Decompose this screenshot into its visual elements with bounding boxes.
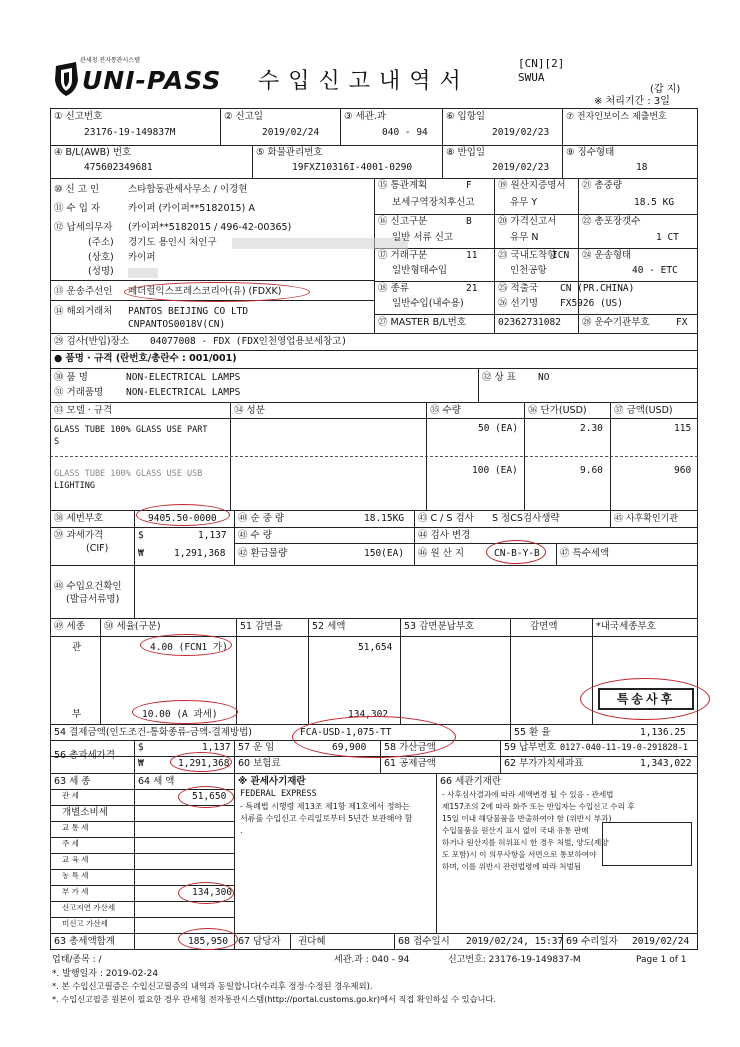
received-label: 68 접수일시 bbox=[398, 936, 450, 947]
origin: CN-B-Y-B bbox=[494, 548, 540, 559]
copy-label: (갑 지) bbox=[650, 84, 681, 95]
logo-caption: 관세청 전자통관시스템 bbox=[80, 57, 140, 64]
post-check-label: ㊺ 사후확인기관 bbox=[614, 514, 679, 524]
totals-row-divider bbox=[50, 821, 234, 822]
row2-amount: 960 bbox=[674, 465, 692, 476]
net-weight-label: ㊵ 순 중 량 bbox=[238, 513, 285, 524]
customs-notes-line2: 제157조의 2에 따라 화주 또는 반입자는 수입신고 수리 후 bbox=[442, 802, 635, 811]
row1-amount: 115 bbox=[674, 423, 692, 434]
qty2-label: ㊶ 수 량 bbox=[238, 530, 272, 541]
refund-qty-label: ㊷ 환급물량 bbox=[238, 548, 288, 559]
importer: 카이퍼 (카이퍼**5182015) A bbox=[128, 203, 255, 214]
decl-type-code: B bbox=[466, 216, 472, 227]
company-label: (상호) bbox=[88, 252, 114, 263]
officer: 권다혜 bbox=[298, 936, 326, 947]
row1-qty: 50 (EA) bbox=[478, 423, 519, 434]
customs-notes-line1: - 사후심사결과에 따라 세액변경 될 수 있음 - 관세법 bbox=[442, 790, 614, 799]
customs-notes-title: 66 세관기재란 bbox=[440, 776, 501, 787]
price-decl: 유무 N bbox=[510, 232, 539, 243]
origin-cert: 유무 Y bbox=[510, 197, 538, 208]
master-bl-label: ㉗ MASTER B/L번호 bbox=[378, 317, 467, 328]
issue-date: *. 발행일자 : 2019-02-24 bbox=[52, 969, 159, 979]
totals-row-divider bbox=[50, 853, 234, 854]
entry-date-label: ⑧ 반입일 bbox=[446, 147, 486, 158]
brand: NO bbox=[538, 372, 550, 383]
taxable-krw: 1,291,368 bbox=[174, 548, 226, 559]
arrival-date: 2019/02/23 bbox=[492, 127, 550, 138]
carrier-code-label: ㉘ 운수기관부호 bbox=[582, 317, 650, 328]
requirement-label: ㊽ 수입요건확인 bbox=[54, 581, 122, 592]
payment-amount-label: 54 결제금액(인도조건-통화종류-금액-결제방법) bbox=[54, 727, 252, 738]
supplier-code: CNPANTOS0018V(CN) bbox=[128, 319, 226, 330]
collection-type: 18 bbox=[636, 162, 648, 173]
clearance-plan-label: ⑮ 통관계획 bbox=[378, 180, 428, 191]
product-name: NON-ELECTRICAL LAMPS bbox=[126, 372, 241, 383]
clearance-plan-code: F bbox=[466, 180, 472, 191]
declarant: 스타합동관세사무소 / 이경현 bbox=[128, 184, 248, 195]
highlight-oval-hs-code bbox=[136, 504, 230, 526]
amount-label: ㊲ 금액(USD) bbox=[614, 405, 673, 416]
trade-type-label: ⑰ 거래구분 bbox=[378, 250, 428, 261]
tax-value-label: 64 세 액 bbox=[138, 776, 175, 787]
totals-row-divider bbox=[50, 869, 234, 870]
arrival-date-label: ⑥ 입항일 bbox=[446, 111, 486, 122]
net-weight: 18.15KG bbox=[364, 513, 405, 524]
brand-label: ㉜ 상 표 bbox=[482, 372, 516, 383]
hs-code-label: ㊳ 세번부호 bbox=[54, 513, 104, 524]
totals-row-name: 미신고 가산세 bbox=[62, 919, 108, 928]
taxable-usd: 1,137 bbox=[198, 530, 227, 541]
company: 카이퍼 bbox=[128, 252, 156, 263]
master-bl: 02362731082 bbox=[498, 317, 561, 328]
redacted-address bbox=[232, 238, 408, 249]
price-decl-label: ⑳ 가격신고서 bbox=[498, 216, 557, 227]
collection-type-label: ⑨ 징수형태 bbox=[566, 147, 615, 158]
export-country-label: ㉕ 적출국 bbox=[498, 283, 539, 294]
highlight-oval-total-taxable bbox=[170, 752, 232, 772]
page-number: Page 1 of 1 bbox=[636, 955, 687, 965]
kind: 일반수입(내수용) bbox=[392, 298, 464, 309]
duty-row1-tax: 51,654 bbox=[358, 642, 393, 653]
quantity-label: ㉟ 수량 bbox=[430, 405, 461, 416]
taxable-value-sub: (CIF) bbox=[86, 543, 109, 554]
customs-notes-line5: 하거나 원산지를 허위표시 한 경우 처벌, 양도(제양 bbox=[442, 838, 609, 847]
accepted-label: 69 수리일자 bbox=[566, 936, 618, 947]
vat-base-label: 62 부가가치세과표 bbox=[504, 758, 584, 769]
broker-notes-title: ※ 관세사기재란 bbox=[238, 776, 306, 787]
rep-name-label: (성명) bbox=[88, 266, 114, 277]
taxpayer-label: ⑫ 납세의무자 bbox=[54, 222, 113, 233]
tax-item-label: 63 세 종 bbox=[54, 776, 91, 787]
cs-check: S 정CS검사생략 bbox=[492, 513, 560, 524]
customs-office: 040 - 94 bbox=[382, 127, 428, 138]
entry-date: 2019/02/23 bbox=[492, 162, 550, 173]
domestic-port-label: ㉓ 국내도착항 bbox=[498, 250, 557, 261]
payment-amount: FCA-USD-1,075-TT bbox=[300, 727, 392, 738]
item-header: ● 품명 · 규격 (란번호/총란수 : 001/001) bbox=[54, 353, 237, 364]
payment-no-label: 59 납부번호 bbox=[504, 742, 556, 753]
reduction-amount-label: 감면액 bbox=[530, 621, 558, 632]
accepted-date: 2019/02/24 bbox=[632, 936, 690, 947]
added-amount-label: 58 가산금액 bbox=[384, 742, 436, 753]
duty-row1-rate: 4.00 (FCN1 가) bbox=[150, 642, 228, 653]
packages: 1 CT bbox=[656, 232, 679, 243]
gross-weight: 18.5 KG bbox=[634, 197, 675, 208]
freight-label: 57 운 임 bbox=[238, 742, 275, 753]
broker-notes-line4: . bbox=[240, 826, 243, 835]
inspection-place-label: ㉙ 검사(반입)장소 bbox=[54, 336, 129, 347]
refund-qty: 150(EA) bbox=[364, 548, 405, 559]
highlight-oval-stamp bbox=[580, 678, 710, 720]
totals-row-divider bbox=[50, 917, 234, 918]
document-title: 수입신고내역서 bbox=[258, 69, 470, 94]
broker-notes-line1: FEDERAL EXPRESS bbox=[240, 789, 317, 799]
duty-row1-type: 관 bbox=[72, 642, 82, 653]
highlight-oval-duty-rate bbox=[140, 634, 232, 656]
bl-no: 475602349681 bbox=[84, 162, 153, 173]
customs-notes-line4: 수입물품을 원산지 표시 없이 국내 유통 판매 bbox=[442, 826, 589, 835]
highlight-oval-customs-duty bbox=[178, 786, 234, 808]
redacted-name bbox=[128, 268, 158, 278]
exchange-rate-label: 55 환 율 bbox=[514, 727, 551, 738]
transport-label: ㉔ 운송형태 bbox=[582, 250, 632, 261]
total-taxable-krw: 1,291,368 bbox=[178, 758, 230, 769]
trade-name-label: ㉛ 거래품명 bbox=[54, 387, 104, 398]
total-taxable-usd: 1,137 bbox=[202, 742, 231, 753]
customs-notes-line3: 15일 이내 해당물품을 반출하여야 함 (위반시 부과) bbox=[442, 814, 612, 823]
freight: 69,900 bbox=[332, 742, 367, 753]
customs-notes-line7: 하며, 이를 위반시 관련법령에 따라 처벌됨 bbox=[442, 862, 582, 871]
customs-notes-line6: 도 포함)시 이 의무사항을 서면으로 통보하여야 bbox=[442, 850, 597, 859]
internal-tax-code-label: *내국세종부호 bbox=[596, 621, 656, 632]
importer-label: ⑪ 수 입 자 bbox=[54, 203, 101, 214]
model-spec-label: ㉝ 모델 · 규격 bbox=[54, 405, 113, 416]
e-invoice-label: ⑦ 전자인보이스 제출번호 bbox=[566, 112, 667, 122]
exchange-rate: 1,136.25 bbox=[640, 727, 686, 738]
footer-declaration-no: 신고번호: 23176-19-149837-M bbox=[448, 955, 581, 965]
address-label: (주소) bbox=[88, 237, 114, 248]
tax-amount-label: 52 세액 bbox=[312, 621, 346, 632]
row1-spec2: S bbox=[54, 437, 60, 447]
customs-seal bbox=[602, 822, 692, 866]
taxpayer: (카이퍼**5182015 / 496-42-00365) bbox=[128, 222, 292, 233]
inspection-change-label: ㊹ 검사 변경 bbox=[418, 530, 471, 541]
kind-code: 21 bbox=[466, 283, 478, 294]
decl-type-label: ⑯ 신고구분 bbox=[378, 216, 428, 227]
row2-spec2: LIGHTING bbox=[54, 481, 95, 491]
form-code: [CN][2] bbox=[518, 57, 565, 70]
cargo-no-label: ⑤ 화물관리번호 bbox=[256, 147, 323, 158]
totals-row-name: 개별소비세 bbox=[62, 807, 108, 818]
cs-check-label: ㊸ C / S 검사 bbox=[418, 513, 474, 524]
highlight-oval-total-tax bbox=[178, 928, 238, 950]
declaration-no-label: ① 신고번호 bbox=[54, 111, 103, 122]
declaration-no: 23176-19-149837M bbox=[84, 127, 176, 138]
footer-customs: 세관.과 : 040 - 94 bbox=[334, 955, 410, 965]
export-country: CN (PR.CHINA) bbox=[560, 283, 635, 294]
footer-note1: *. 본 수입신고필증은 수입신고필증의 내역과 동일합니다(수리후 정정·수정된 경우제외). bbox=[52, 981, 373, 991]
kind-label: ⑱ 종류 bbox=[378, 283, 409, 294]
received-at: 2019/02/24, 15:37 bbox=[466, 936, 564, 947]
totals-row-name: 교 육 세 bbox=[62, 855, 89, 864]
hs-code: 9405.50-0000 bbox=[148, 513, 217, 524]
bl-no-label: ④ B/L(AWB) 번호 bbox=[54, 147, 132, 158]
unit-price-label: ㊱ 단가(USD) bbox=[528, 405, 587, 416]
totals-row-name: 부 가 세 bbox=[62, 887, 89, 896]
domestic-port-code: ICN bbox=[552, 250, 570, 261]
tax-type-label: ㊾ 세종 bbox=[54, 621, 85, 632]
highlight-oval-vat-rate bbox=[132, 700, 238, 724]
requirement-sub: (발급서류명) bbox=[66, 594, 120, 605]
express-post-stamp: 특송사후 bbox=[598, 688, 694, 710]
special-tax-label: ㊼ 특수세액 bbox=[560, 548, 610, 559]
cargo-no: 19FXZ10316I-4001-0290 bbox=[292, 162, 413, 173]
row1-unit: 2.30 bbox=[580, 423, 603, 434]
product-name-label: ㉚ 품 명 bbox=[54, 372, 88, 383]
totals-row-divider bbox=[50, 837, 234, 838]
decl-type: 일반 서류 신고 bbox=[392, 232, 454, 243]
origin-label: ㊻ 원 산 지 bbox=[418, 548, 465, 559]
highlight-oval-forwarder bbox=[124, 282, 310, 302]
forwarder: 페더럴익스프레스코리아(유) (FDXK) bbox=[128, 286, 282, 297]
supplier-name: PANTOS BEIJING CO LTD bbox=[128, 306, 249, 317]
highlight-oval-origin bbox=[486, 540, 546, 564]
totals-row-name: 신고지연 가산세 bbox=[62, 903, 116, 912]
totals-row-name: 교 통 세 bbox=[62, 823, 89, 832]
business-type: 업태/종목 : / bbox=[52, 955, 102, 965]
duty-row2-rate: 10.00 (A 과세) bbox=[142, 709, 218, 720]
transport: 40 - ETC bbox=[632, 265, 678, 276]
reduction-rate-label: 51 감면율 bbox=[240, 621, 283, 632]
origin-cert-label: ⑲ 원산지증명서 bbox=[498, 180, 566, 191]
processing-period: ※ 처리기간 : 3일 bbox=[594, 96, 670, 107]
tax-rate-label: ㊿ 세율(구분) bbox=[104, 621, 161, 632]
gross-weight-label: ㉑ 총중량 bbox=[582, 180, 623, 191]
total-taxable-label: 56 총과세가격 bbox=[54, 750, 115, 761]
ingredient-label: ㉞ 성분 bbox=[234, 405, 265, 416]
officer-label: 67 담당자 bbox=[238, 936, 281, 947]
packages-label: ㉒ 총포장갯수 bbox=[582, 216, 641, 227]
footer-note2: *. 수입신고필증 원본이 필요한 경우 관세청 전자통관시스템(http://portal.customs.go.kr)에서 직접 확인하실 수 있습니다. bbox=[52, 994, 496, 1004]
row2-spec: GLASS TUBE 100% GLASS USE USB bbox=[54, 469, 203, 479]
inspection-place: 04077008 - FDX (FDX인천영업용보세창고) bbox=[150, 336, 347, 347]
logo-text: UNI-PASS bbox=[82, 66, 222, 95]
uni-pass-logo bbox=[52, 57, 222, 98]
totals-row-value: 134,300 bbox=[192, 887, 233, 898]
customs-office-label: ③ 세관.과 bbox=[344, 111, 387, 122]
payment-no: 0127-040-11-19-0-291828-1 bbox=[560, 743, 688, 753]
trade-name: NON-ELECTRICAL LAMPS bbox=[126, 387, 241, 398]
forwarder-label: ⑬ 운송주선인 bbox=[54, 286, 113, 297]
total-tax-label: 63 총세액합계 bbox=[54, 936, 115, 947]
totals-row-name: 농 특 세 bbox=[62, 871, 89, 880]
form-code2: SWUA bbox=[518, 71, 545, 84]
row2-qty: 100 (EA) bbox=[472, 465, 518, 476]
total-taxable-krw-currency: ₩ bbox=[138, 758, 144, 769]
broker-notes-line2: - 특례법 시행령 제13조 제1항 제1호에서 정하는 bbox=[240, 802, 410, 811]
declarant-label: ⑩ 신 고 인 bbox=[54, 184, 100, 195]
deduction-label: 61 공제금액 bbox=[384, 758, 436, 769]
vessel-label: ㉖ 선기명 bbox=[498, 298, 539, 309]
trade-type-code: 11 bbox=[466, 250, 478, 261]
carrier-code: FX bbox=[676, 317, 688, 328]
duty-row2-tax: 134,302 bbox=[348, 709, 389, 720]
broker-notes-line3: 서류를 수입신고 수리일로부터 5년간 보관해야 함 bbox=[240, 814, 413, 823]
clearance-plan: 보세구역장치후신고 bbox=[392, 197, 475, 208]
row2-unit: 9.60 bbox=[580, 465, 603, 476]
totals-row-name: 관 세 bbox=[62, 791, 79, 800]
declaration-date-label: ② 신고일 bbox=[224, 111, 264, 122]
totals-row-value: 51,650 bbox=[192, 791, 227, 802]
taxable-krw-currency: ₩ bbox=[138, 548, 144, 559]
insurance-label: 60 보험료 bbox=[238, 758, 281, 769]
duty-row2-type: 부 bbox=[72, 709, 82, 720]
vat-base: 1,343,022 bbox=[640, 758, 692, 769]
supplier-label: ⑭ 해외거래처 bbox=[54, 306, 113, 317]
total-tax: 185,950 bbox=[188, 936, 229, 947]
taxable-value-label: ㊴ 과세가격 bbox=[54, 530, 104, 541]
highlight-oval-vat bbox=[178, 882, 234, 904]
vessel: FX5926 (US) bbox=[560, 298, 623, 309]
trade-type: 일반형태수입 bbox=[392, 265, 448, 276]
total-taxable-usd-currency: $ bbox=[138, 742, 144, 753]
reduction-code-label: 53 감면분납부호 bbox=[404, 621, 475, 632]
row1-spec: GLASS TUBE 100% GLASS USE PART bbox=[54, 425, 208, 435]
totals-row-name: 주 세 bbox=[62, 839, 79, 848]
declaration-date: 2019/02/24 bbox=[262, 127, 320, 138]
domestic-port: 인천공항 bbox=[510, 265, 547, 276]
taxable-usd-currency: $ bbox=[138, 530, 144, 541]
address: 경기도 용인시 처인구 bbox=[128, 237, 217, 248]
